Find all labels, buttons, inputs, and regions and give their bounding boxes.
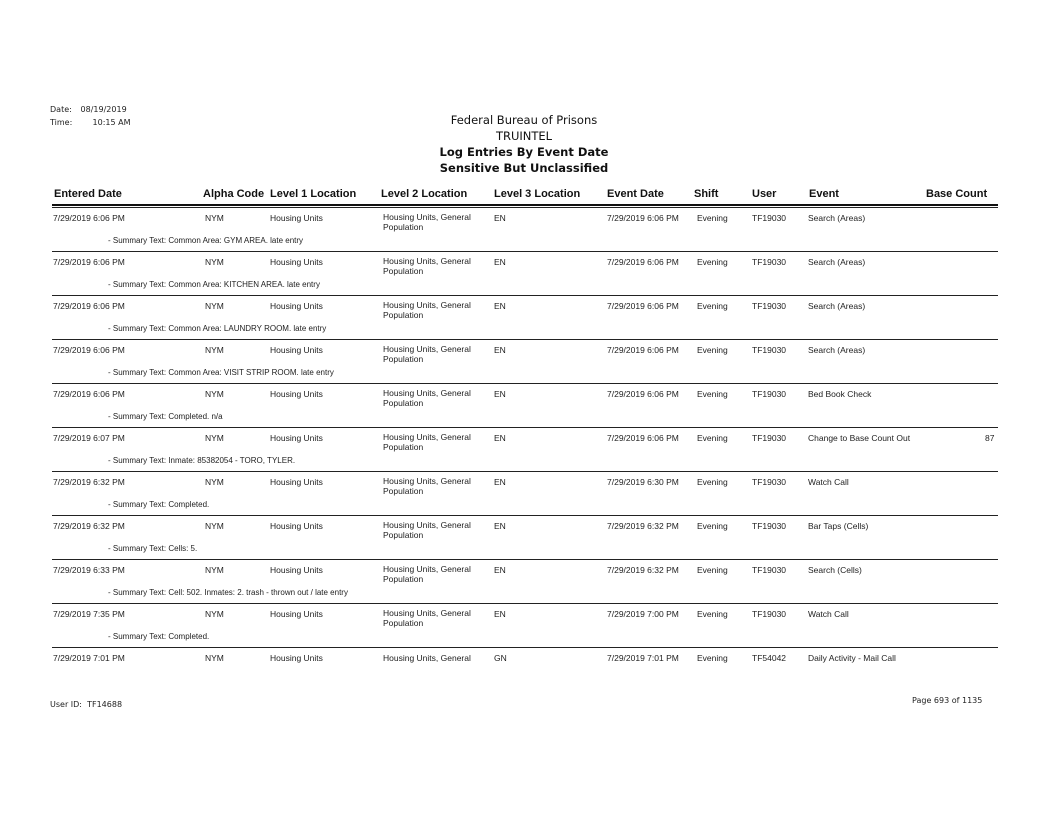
col-level3-location: Level 3 Location (494, 188, 581, 200)
table-row (0, 383, 1056, 427)
shift: Evening (697, 213, 728, 223)
report-date (50, 105, 127, 114)
level2-location: Housing Units, General Population (383, 300, 471, 320)
entered-date: 7/29/2019 6:33 PM (53, 565, 125, 575)
summary-value: Completed. (168, 500, 210, 509)
level2-location: Housing Units, General Population (383, 212, 471, 232)
alpha-code: NYM (205, 521, 224, 531)
summary-text (108, 588, 348, 597)
summary-value: Completed. n/a (168, 412, 223, 421)
event: Search (Areas) (808, 213, 866, 223)
alpha-code: NYM (205, 213, 224, 223)
user-id-label: User ID: (50, 700, 82, 709)
event-date: 7/29/2019 6:32 PM (607, 565, 679, 575)
level1-location: Housing Units (270, 609, 323, 619)
footer-user-id (50, 700, 122, 709)
page-number: Page 693 of 1135 (912, 696, 983, 705)
summary-value: Cell: 502. Inmates: 2. trash - thrown out / late entry (168, 588, 348, 597)
level3-location: EN (494, 609, 506, 619)
summary-text (108, 412, 223, 421)
level3-location: EN (494, 345, 506, 355)
level2-location: Housing Units, General (383, 653, 471, 663)
event: Search (Areas) (808, 345, 866, 355)
level1-location: Housing Units (270, 653, 323, 663)
level2-location: Housing Units, General Population (383, 388, 471, 408)
level1-location: Housing Units (270, 389, 323, 399)
event: Search (Areas) (808, 257, 866, 267)
report-time (50, 118, 131, 127)
user: TF19030 (752, 345, 787, 355)
level2-location: Housing Units, General Population (383, 476, 471, 496)
col-entered-date: Entered Date (54, 188, 122, 200)
event-date: 7/29/2019 6:06 PM (607, 345, 679, 355)
summary-value: Cells: 5. (168, 544, 198, 553)
event: Search (Cells) (808, 565, 862, 575)
table-row (0, 427, 1056, 471)
alpha-code: NYM (205, 609, 224, 619)
level2-location: Housing Units, General Population (383, 256, 471, 276)
event: Watch Call (808, 609, 849, 619)
entered-date: 7/29/2019 6:06 PM (53, 389, 125, 399)
event: Watch Call (808, 477, 849, 487)
table-row (0, 471, 1056, 515)
level2-location: Housing Units, General Population (383, 432, 471, 452)
event: Bed Book Check (808, 389, 872, 399)
event-date: 7/29/2019 6:06 PM (607, 301, 679, 311)
event-date: 7/29/2019 6:30 PM (607, 477, 679, 487)
event-date: 7/29/2019 7:00 PM (607, 609, 679, 619)
alpha-code: NYM (205, 565, 224, 575)
level2-location: Housing Units, General Population (383, 564, 471, 584)
entered-date: 7/29/2019 6:06 PM (53, 213, 125, 223)
summary-text (108, 368, 334, 377)
shift: Evening (697, 433, 728, 443)
level1-location: Housing Units (270, 213, 323, 223)
report-title (390, 112, 658, 176)
entered-date: 7/29/2019 7:01 PM (53, 653, 125, 663)
entered-date: 7/29/2019 7:35 PM (53, 609, 125, 619)
user: TF54042 (752, 653, 787, 663)
classification: Sensitive But Unclassified (439, 161, 609, 175)
user: TF19030 (752, 213, 787, 223)
user-id-value: TF14688 (87, 700, 123, 709)
level2-location: Housing Units, General Population (383, 608, 471, 628)
date-value: 08/19/2019 (80, 105, 127, 114)
user: TF19030 (752, 477, 787, 487)
report-name: Log Entries By Event Date (439, 145, 609, 159)
level3-location: EN (494, 565, 506, 575)
level1-location: Housing Units (270, 521, 323, 531)
alpha-code: NYM (205, 477, 224, 487)
system-name: TRUINTEL (495, 129, 553, 143)
col-alpha-code: Alpha Code (203, 188, 265, 200)
col-level1-location: Level 1 Location (270, 188, 357, 200)
time-value: 10:15 AM (92, 118, 131, 127)
alpha-code: NYM (205, 345, 224, 355)
level3-location: GN (494, 653, 507, 663)
level1-location: Housing Units (270, 433, 323, 443)
alpha-code: NYM (205, 389, 224, 399)
alpha-code: NYM (205, 301, 224, 311)
event: Bar Taps (Cells) (808, 521, 869, 531)
user: TF19030 (752, 609, 787, 619)
shift: Evening (697, 477, 728, 487)
col-base-count: Base Count (926, 188, 988, 200)
user: TF19030 (752, 433, 787, 443)
summary-text (108, 280, 320, 289)
level2-location: Housing Units, General Population (383, 344, 471, 364)
entered-date: 7/29/2019 6:32 PM (53, 477, 125, 487)
shift: Evening (697, 257, 728, 267)
level3-location: EN (494, 433, 506, 443)
summary-text (108, 632, 209, 641)
alpha-code: NYM (205, 653, 224, 663)
level3-location: EN (494, 257, 506, 267)
user: TF19030 (752, 301, 787, 311)
level1-location: Housing Units (270, 565, 323, 575)
alpha-code: NYM (205, 257, 224, 267)
summary-value: Completed. (168, 632, 210, 641)
level3-location: EN (494, 389, 506, 399)
summary-prefix: - Summary Text: (108, 412, 167, 421)
time-label: Time: (50, 118, 73, 127)
shift: Evening (697, 653, 728, 663)
event-date: 7/29/2019 6:06 PM (607, 257, 679, 267)
event-date: 7/29/2019 6:06 PM (607, 433, 679, 443)
entered-date: 7/29/2019 6:07 PM (53, 433, 125, 443)
summary-prefix: - Summary Text: (108, 456, 167, 465)
col-level2-location: Level 2 Location (381, 188, 468, 200)
summary-text (108, 324, 326, 333)
summary-prefix: - Summary Text: (108, 280, 167, 289)
summary-value: Common Area: GYM AREA. late entry (168, 236, 304, 245)
table-row (0, 515, 1056, 559)
entered-date: 7/29/2019 6:06 PM (53, 257, 125, 267)
entered-date: 7/29/2019 6:32 PM (53, 521, 125, 531)
summary-value: Common Area: VISIT STRIP ROOM. late entry (168, 368, 334, 377)
level1-location: Housing Units (270, 301, 323, 311)
col-shift: Shift (694, 188, 719, 200)
summary-prefix: - Summary Text: (108, 324, 167, 333)
table-row (0, 603, 1056, 647)
summary-value: Inmate: 85382054 - TORO, TYLER. (168, 456, 296, 465)
level3-location: EN (494, 521, 506, 531)
user: TF19030 (752, 389, 787, 399)
shift: Evening (697, 301, 728, 311)
event-date: 7/29/2019 6:06 PM (607, 213, 679, 223)
shift: Evening (697, 565, 728, 575)
entered-date: 7/29/2019 6:06 PM (53, 345, 125, 355)
col-event-date: Event Date (607, 188, 664, 200)
user: TF19030 (752, 565, 787, 575)
summary-prefix: - Summary Text: (108, 368, 167, 377)
entered-date: 7/29/2019 6:06 PM (53, 301, 125, 311)
table-row (0, 251, 1056, 295)
level3-location: EN (494, 213, 506, 223)
level2-location: Housing Units, General Population (383, 520, 471, 540)
level3-location: EN (494, 301, 506, 311)
table-row (0, 559, 1056, 603)
user: TF19030 (752, 521, 787, 531)
summary-prefix: - Summary Text: (108, 588, 167, 597)
col-event: Event (809, 188, 839, 200)
summary-prefix: - Summary Text: (108, 632, 167, 641)
summary-prefix: - Summary Text: (108, 500, 167, 509)
event-date: 7/29/2019 6:32 PM (607, 521, 679, 531)
shift: Evening (697, 345, 728, 355)
level1-location: Housing Units (270, 345, 323, 355)
summary-text (108, 236, 303, 245)
table-row (0, 295, 1056, 339)
level3-location: EN (494, 477, 506, 487)
summary-text (108, 544, 197, 553)
table-row (0, 647, 1056, 671)
summary-text (108, 500, 209, 509)
event: Change to Base Count Out (808, 433, 911, 443)
summary-prefix: - Summary Text: (108, 236, 167, 245)
level1-location: Housing Units (270, 257, 323, 267)
base-count: 87 (985, 433, 995, 443)
col-user: User (752, 188, 777, 200)
summary-text (108, 456, 295, 465)
shift: Evening (697, 521, 728, 531)
shift: Evening (697, 389, 728, 399)
level1-location: Housing Units (270, 477, 323, 487)
summary-value: Common Area: LAUNDRY ROOM. late entry (168, 324, 327, 333)
table-row (0, 339, 1056, 383)
event-date: 7/29/2019 7:01 PM (607, 653, 679, 663)
agency-name: Federal Bureau of Prisons (450, 113, 598, 127)
alpha-code: NYM (205, 433, 224, 443)
event-date: 7/29/2019 6:06 PM (607, 389, 679, 399)
summary-prefix: - Summary Text: (108, 544, 167, 553)
date-label: Date: (50, 105, 72, 114)
shift: Evening (697, 609, 728, 619)
user: TF19030 (752, 257, 787, 267)
event: Daily Activity - Mail Call (808, 653, 896, 663)
summary-value: Common Area: KITCHEN AREA. late entry (168, 280, 320, 289)
header-rule (52, 204, 998, 206)
event: Search (Areas) (808, 301, 866, 311)
table-row (0, 207, 1056, 251)
